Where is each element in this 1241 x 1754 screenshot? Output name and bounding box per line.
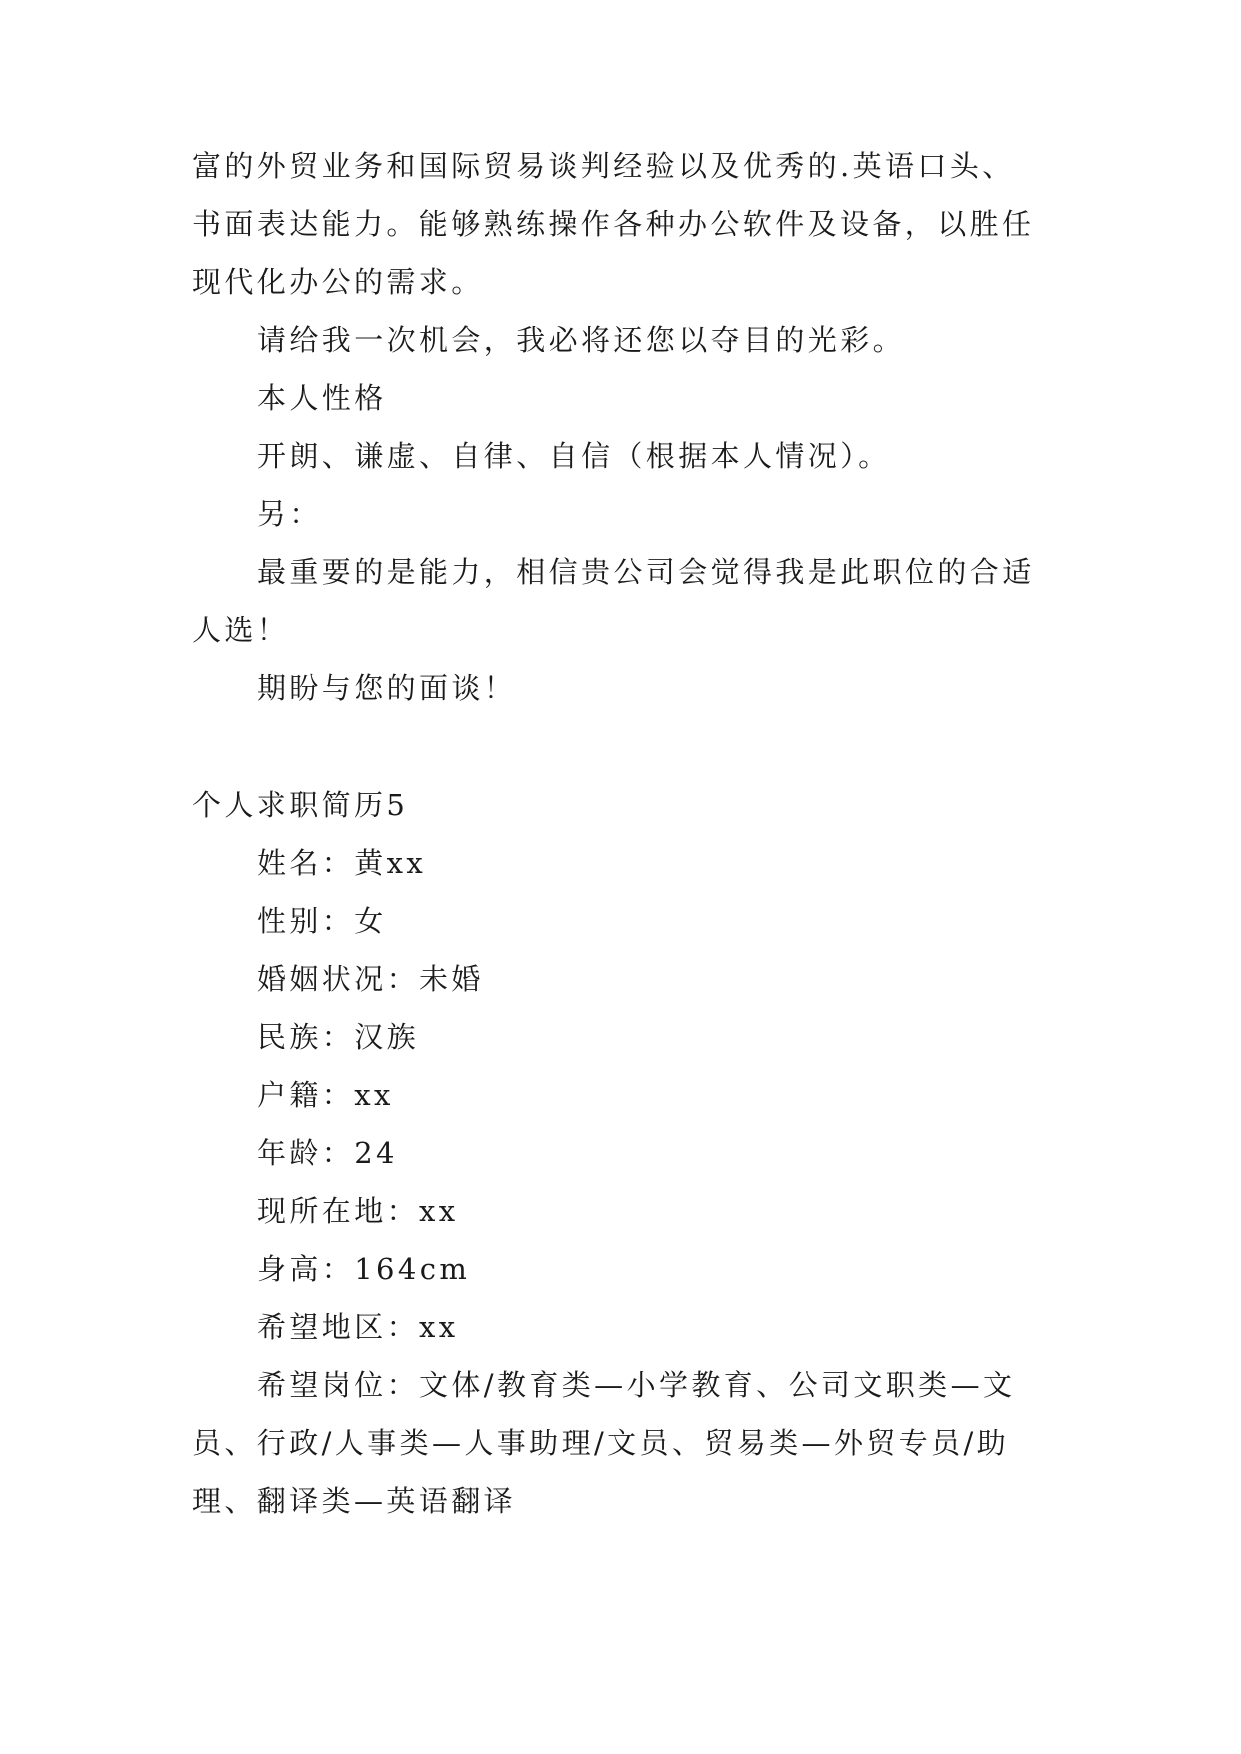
personality-text: 开朗、谦虚、自律、自信（根据本人情况）。 bbox=[257, 439, 891, 473]
field-ethnicity: 民族：汉族 bbox=[257, 1020, 420, 1054]
field-household-registration: 户籍：xx bbox=[257, 1078, 394, 1112]
desired-position-line: 希望岗位：文体/教育类—小学教育、公司文职类—文 bbox=[257, 1368, 1016, 1402]
additional-label: 另： bbox=[257, 497, 322, 531]
field-age: 年龄：24 bbox=[257, 1136, 398, 1170]
paragraph-line: 现代化办公的需求。 bbox=[192, 265, 484, 299]
additional-line: 人选！ bbox=[192, 613, 290, 647]
desired-position-line: 员、行政/人事类—人事助理/文员、贸易类—外贸专员/助 bbox=[192, 1426, 1010, 1460]
field-desired-region: 希望地区：xx bbox=[257, 1310, 459, 1344]
personality-heading: 本人性格 bbox=[257, 381, 387, 415]
additional-line: 最重要的是能力，相信贵公司会觉得我是此职位的合适 bbox=[257, 555, 1035, 589]
field-height: 身高：164cm bbox=[257, 1252, 471, 1286]
field-current-location: 现所在地：xx bbox=[257, 1194, 459, 1228]
closing-line: 请给我一次机会，我必将还您以夺目的光彩。 bbox=[257, 323, 906, 357]
field-gender: 性别：女 bbox=[257, 904, 387, 938]
paragraph-line: 书面表达能力。能够熟练操作各种办公软件及设备，以胜任 bbox=[192, 207, 1035, 241]
field-name: 姓名：黄xx bbox=[257, 846, 427, 880]
paragraph-line: 富的外贸业务和国际贸易谈判经验以及优秀的.英语口头、 bbox=[192, 149, 1015, 183]
field-marital-status: 婚姻状况：未婚 bbox=[257, 962, 484, 996]
interview-line: 期盼与您的面谈！ bbox=[257, 671, 517, 705]
section-title: 个人求职简历5 bbox=[192, 788, 409, 822]
desired-position-line: 理、翻译类—英语翻译 bbox=[192, 1484, 517, 1518]
